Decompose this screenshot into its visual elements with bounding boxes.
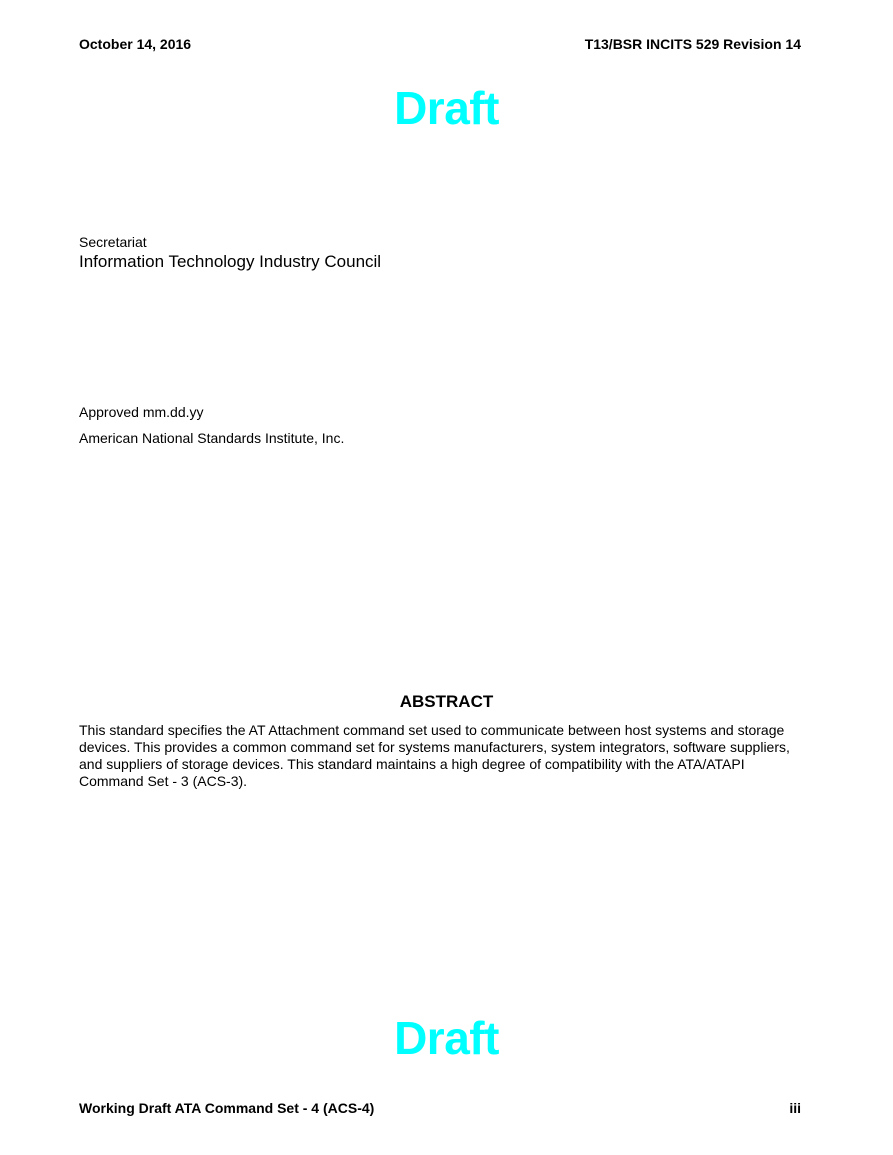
footer-title: Working Draft ATA Command Set - 4 (ACS-4): [79, 1100, 375, 1116]
footer-page-number: iii: [789, 1100, 801, 1116]
approval-date: Approved mm.dd.yy: [79, 404, 204, 420]
secretariat-label: Secretariat: [79, 234, 147, 250]
approving-institute: American National Standards Institute, Inc.: [79, 430, 345, 446]
abstract-body: This standard specifies the AT Attachment command set used to communicate between host systems and storage devices. This provides a common command set for systems manufacturers, system integrators, software suppliers, and suppliers of storage devices. This standard maintains a high degree of compatibility with the ATA/ATAPI Command Set - 3 (ACS-3).: [79, 722, 790, 789]
header-date: October 14, 2016: [79, 36, 192, 52]
header-document-id: T13/BSR INCITS 529 Revision 14: [584, 36, 801, 52]
secretariat-name: Information Technology Industry Council: [79, 252, 382, 271]
draft-watermark-bottom: Draft: [394, 1012, 499, 1064]
abstract-title: ABSTRACT: [399, 692, 494, 711]
draft-watermark-top: Draft: [394, 82, 499, 134]
